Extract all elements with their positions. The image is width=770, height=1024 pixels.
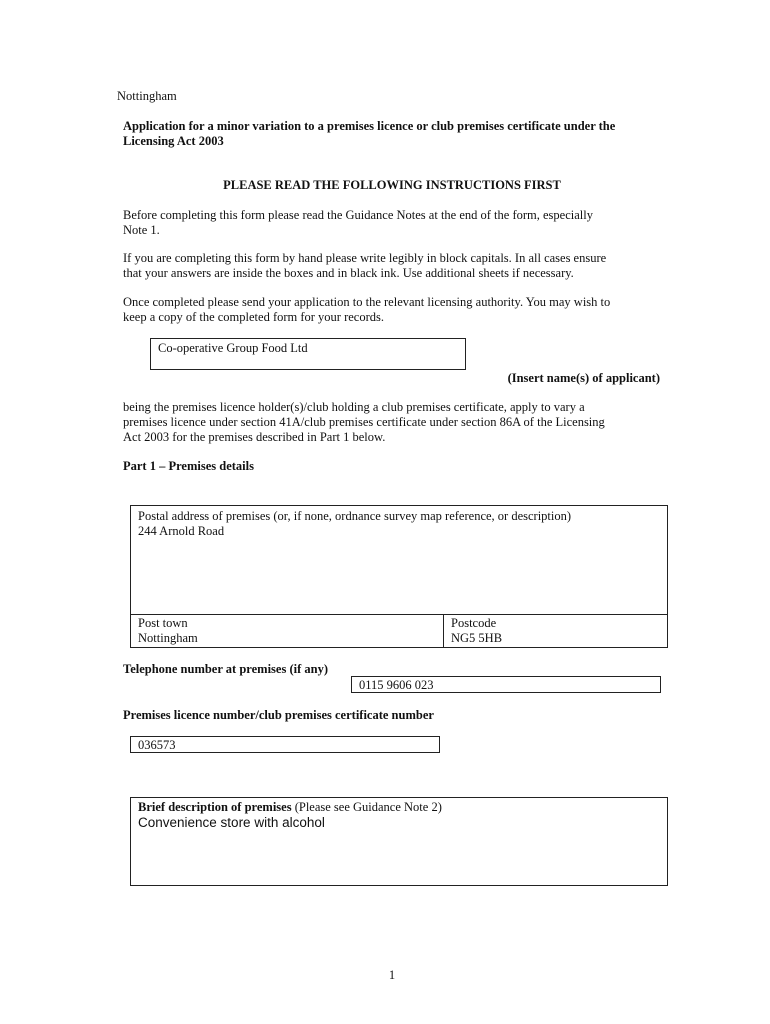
instructions-p2-line1: If you are completing this form by hand please write legibly in block capitals. In all cases ensure	[123, 251, 607, 265]
post-town-value: Nottingham	[138, 631, 198, 645]
premises-address-group	[130, 505, 668, 648]
description-label	[138, 800, 442, 815]
postal-address-label: Postal address of premises (or, if none, ordnance survey map reference, or description)	[138, 509, 572, 523]
form-title-line1: Application for a minor variation to a premises licence or club premises certificate under the	[123, 119, 616, 133]
instructions-p3-line2: keep a copy of the completed form for your records.	[123, 310, 385, 324]
declaration-line2: premises licence under section 41A/club premises certificate under section 86A of the Licensing	[123, 415, 605, 429]
applicant-name-value: Co-operative Group Food Ltd	[158, 341, 308, 355]
description-value: Convenience store with alcohol	[138, 815, 325, 830]
description-label-bold: Brief description of premises	[138, 800, 292, 814]
instructions-p3-line1: Once completed please send your application to the relevant licensing authority. You may wish to	[123, 295, 611, 309]
instructions-p1-line1: Before completing this form please read the Guidance Notes at the end of the form, especially	[123, 208, 593, 222]
header-city: Nottingham	[117, 89, 177, 103]
licence-number-value: 036573	[138, 738, 176, 752]
applicant-name-label: (Insert name(s) of applicant)	[507, 371, 660, 385]
applicant-name-field[interactable]	[150, 338, 466, 370]
part1-heading: Part 1 – Premises details	[123, 459, 254, 473]
postcode-field[interactable]	[444, 615, 667, 648]
page-number: 1	[388, 968, 396, 982]
telephone-field[interactable]	[351, 676, 661, 693]
form-title-line2: Licensing Act 2003	[123, 134, 224, 148]
declaration-line1: being the premises licence holder(s)/club holding a club premises certificate, apply to vary a	[123, 400, 585, 414]
instructions-heading: PLEASE READ THE FOLLOWING INSTRUCTIONS FIRST	[223, 178, 561, 192]
instructions-p1-line2: Note 1.	[123, 223, 160, 237]
description-label-note: (Please see Guidance Note 2)	[291, 800, 442, 814]
licence-number-field[interactable]	[130, 736, 440, 753]
postal-address-value: 244 Arnold Road	[138, 524, 225, 538]
premises-description-field[interactable]	[130, 797, 668, 886]
postal-address-field[interactable]	[131, 506, 667, 614]
declaration-line3: Act 2003 for the premises described in Part 1 below.	[123, 430, 386, 444]
instructions-p2-line2: that your answers are inside the boxes and in black ink. Use additional sheets if necessary.	[123, 266, 574, 280]
post-town-label: Post town	[138, 616, 188, 630]
post-town-field[interactable]	[131, 615, 442, 648]
telephone-label: Telephone number at premises (if any)	[123, 662, 328, 676]
postcode-value: NG5 5HB	[451, 631, 503, 645]
telephone-value: 0115 9606 023	[359, 678, 434, 692]
postcode-label: Postcode	[451, 616, 497, 630]
licence-number-label: Premises licence number/club premises certificate number	[123, 708, 434, 722]
